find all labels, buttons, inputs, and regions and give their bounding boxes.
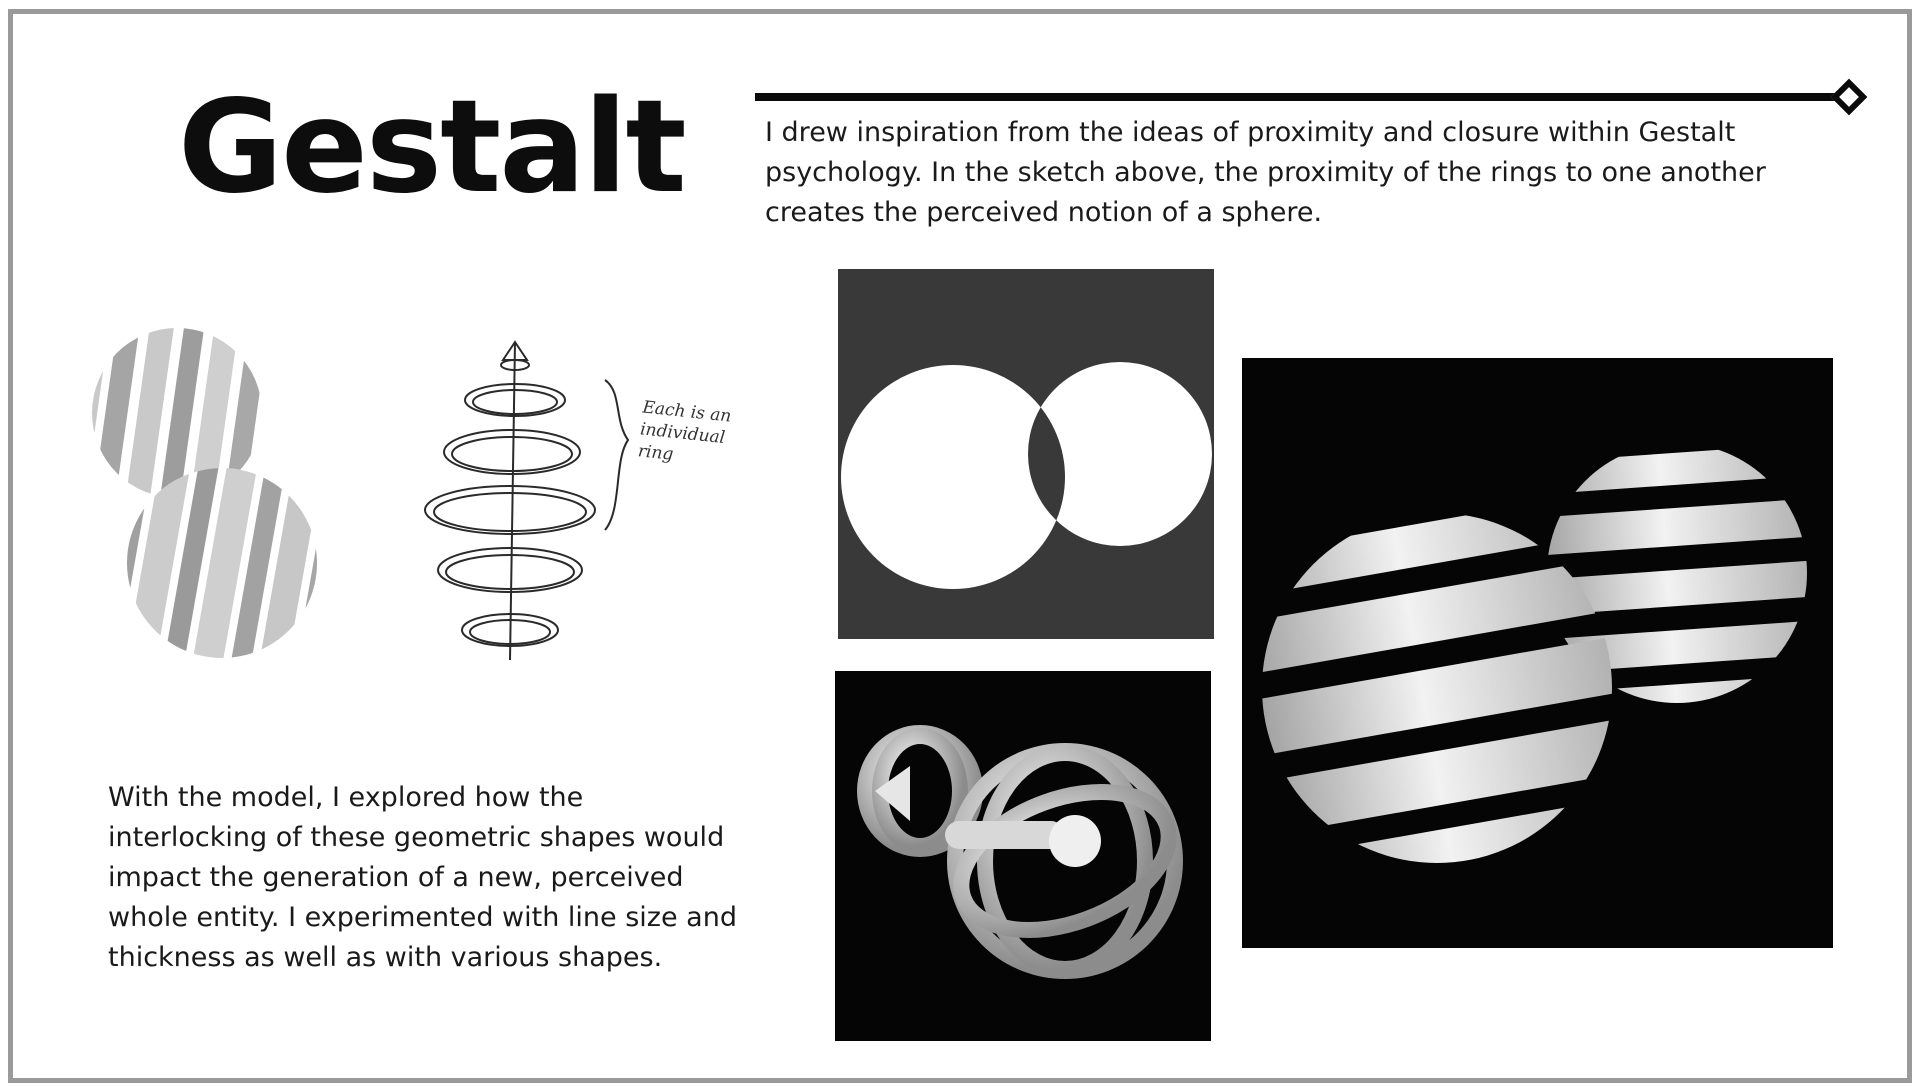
title-rule-line — [755, 93, 1835, 101]
model-photo-small — [835, 671, 1211, 1041]
slide-title: Gestalt — [178, 73, 685, 222]
intro-paragraph: I drew inspiration from the ideas of proximity and closure within Gestalt psychology. In the sketch above, the proximity of the rings to one another creates the perceived notion of a sphere. — [765, 117, 1766, 228]
ring-stack-sketch — [400, 330, 765, 705]
overlapping-circles-figure — [838, 269, 1214, 639]
sketch-annotation: Each is an individual ring — [636, 397, 733, 465]
striped-spheres-render — [92, 328, 352, 658]
model-photo-large — [1242, 358, 1833, 948]
model-description-paragraph: With the model, I explored how the interlocking of these geometric shapes would impact the generation of a new, perceived whole entity. I experimented with line size and thickness as well as with various shapes. — [108, 782, 737, 973]
